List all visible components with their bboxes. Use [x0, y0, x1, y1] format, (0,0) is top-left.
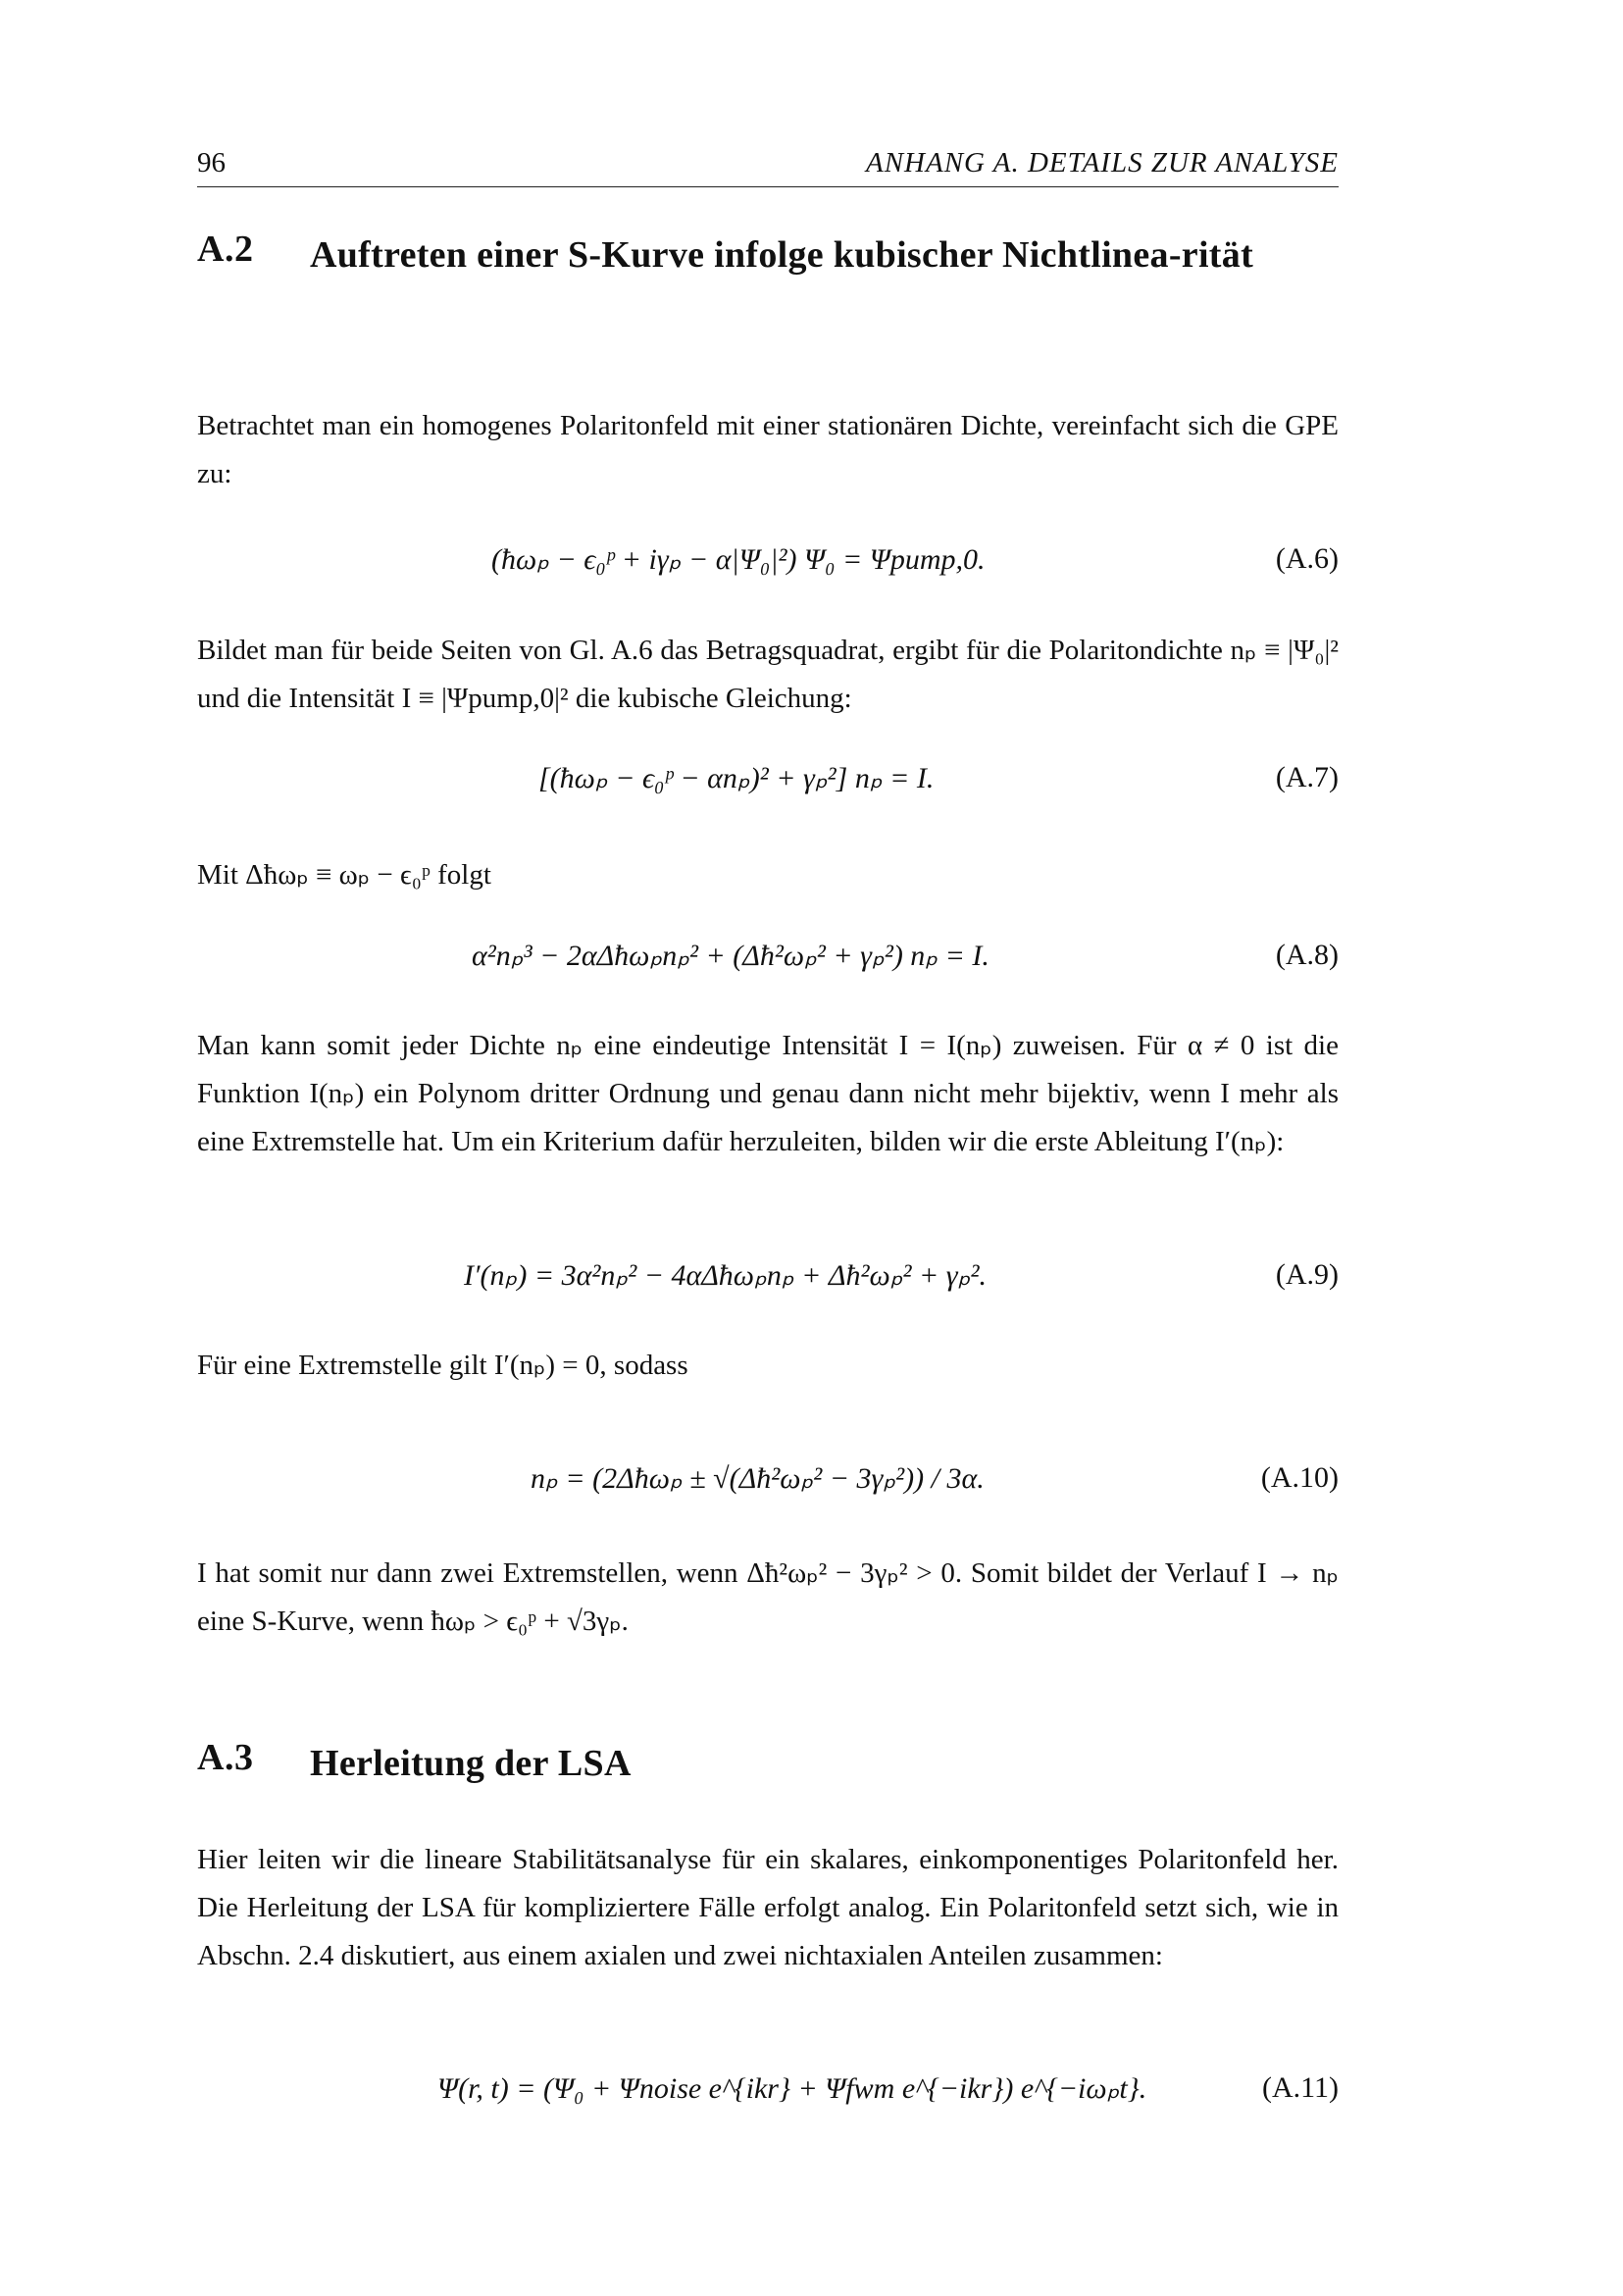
equation-a7-body: [(ħωₚ − ϵ₀ᵖ − αnₚ)² + γₚ²] nₚ = I. [538, 762, 935, 794]
equation-a9-label: (A.9) [1275, 1258, 1339, 1291]
section-title-a3: Herleitung der LSA [310, 1743, 632, 1784]
running-head: ANHANG A. DETAILS ZUR ANALYSE [866, 147, 1339, 179]
page-header [197, 147, 1339, 187]
paragraph-intro: Betrachtet man ein homogenes Polaritonfeld mit einer stationären Dichte, vereinfacht sich die GPE zu: [197, 410, 1339, 489]
equation-a11 [197, 2071, 1339, 2130]
equation-a6-label: (A.6) [1275, 542, 1339, 575]
paragraph-with-delta: Mit Δħωₚ ≡ ωₚ − ϵ₀ᵖ folgt [197, 859, 491, 891]
equation-a6-body: (ħωₚ − ϵ₀ᵖ + iγₚ − α|Ψ₀|²) Ψ₀ = Ψpump,0. [491, 543, 986, 576]
equation-a11-label: (A.11) [1261, 2071, 1339, 2104]
section-title-a2: Auftreten einer S-Kurve infolge kubischer Nichtlinea-rität [310, 234, 1254, 276]
equation-a8 [197, 939, 1339, 997]
page-number: 96 [197, 147, 226, 179]
equation-a10-body: nₚ = (2Δħωₚ ± √(Δħ²ωₚ² − 3γₚ²)) / 3α. [531, 1462, 985, 1495]
equation-a11-body: Ψ(r, t) = (Ψ₀ + Ψnoise e^{ikr} + Ψfwm e^{−ikr}) e^{−iωₚt}. [437, 2072, 1147, 2105]
equation-a8-body: α²nₚ³ − 2αΔħωₚnₚ² + (Δħ²ωₚ² + γₚ²) nₚ = I. [472, 940, 989, 972]
paragraph-s-curve: I hat somit nur dann zwei Extremstellen, wenn Δħ²ωₚ² − 3γₚ² > 0. Somit bildet der Verlauf I → nₚ eine S-Kurve, wenn ħωₚ > ϵ₀ᵖ + √3γₚ. [197, 1557, 1339, 1637]
equation-a7-label: (A.7) [1275, 761, 1339, 793]
equation-a8-label: (A.8) [1275, 939, 1339, 971]
equation-a9 [197, 1258, 1339, 1317]
section-number-a2: A.2 [197, 229, 254, 270]
paragraph-extremum: Für eine Extremstelle gilt I′(nₚ) = 0, sodass [197, 1350, 688, 1381]
equation-a7 [197, 761, 1339, 820]
equation-a9-body: I′(nₚ) = 3α²nₚ² − 4αΔħωₚnₚ + Δħ²ωₚ² + γₚ². [464, 1259, 987, 1292]
section-number-a3: A.3 [197, 1737, 254, 1778]
paragraph-magnitude: Bildet man für beide Seiten von Gl. A.6 das Betragsquadrat, ergibt für die Polaritondichte nₚ ≡ |Ψ₀|² und die Intensität I ≡ |Ψpump,0|² die kubische Gleichung: [197, 635, 1339, 714]
equation-a6 [197, 542, 1339, 601]
equation-a10 [197, 1452, 1339, 1530]
paragraph-bijective: Man kann somit jeder Dichte nₚ eine eindeutige Intensität I = I(nₚ) zuweisen. Für α ≠ 0 ist die Funktion I(nₚ) ein Polynom dritter Ordnung und genau dann nicht mehr bijektiv, wenn I mehr als eine Extremstelle hat. Um ein Kriterium dafür herzuleiten, bilden wir die erste Ableitung I′(nₚ): [197, 1030, 1339, 1157]
paragraph-lsa: Hier leiten wir die lineare Stabilitätsanalyse für ein skalares, einkomponentiges Polaritonfeld her. Die Herleitung der LSA für kompliziertere Fälle erfolgt analog. Ein Polaritonfeld setzt sich, wie in Abschn. 2.4 diskutiert, aus einem axialen und zwei nichtaxialen Anteilen zusammen: [197, 1844, 1339, 1971]
equation-a10-label: (A.10) [1260, 1461, 1339, 1494]
